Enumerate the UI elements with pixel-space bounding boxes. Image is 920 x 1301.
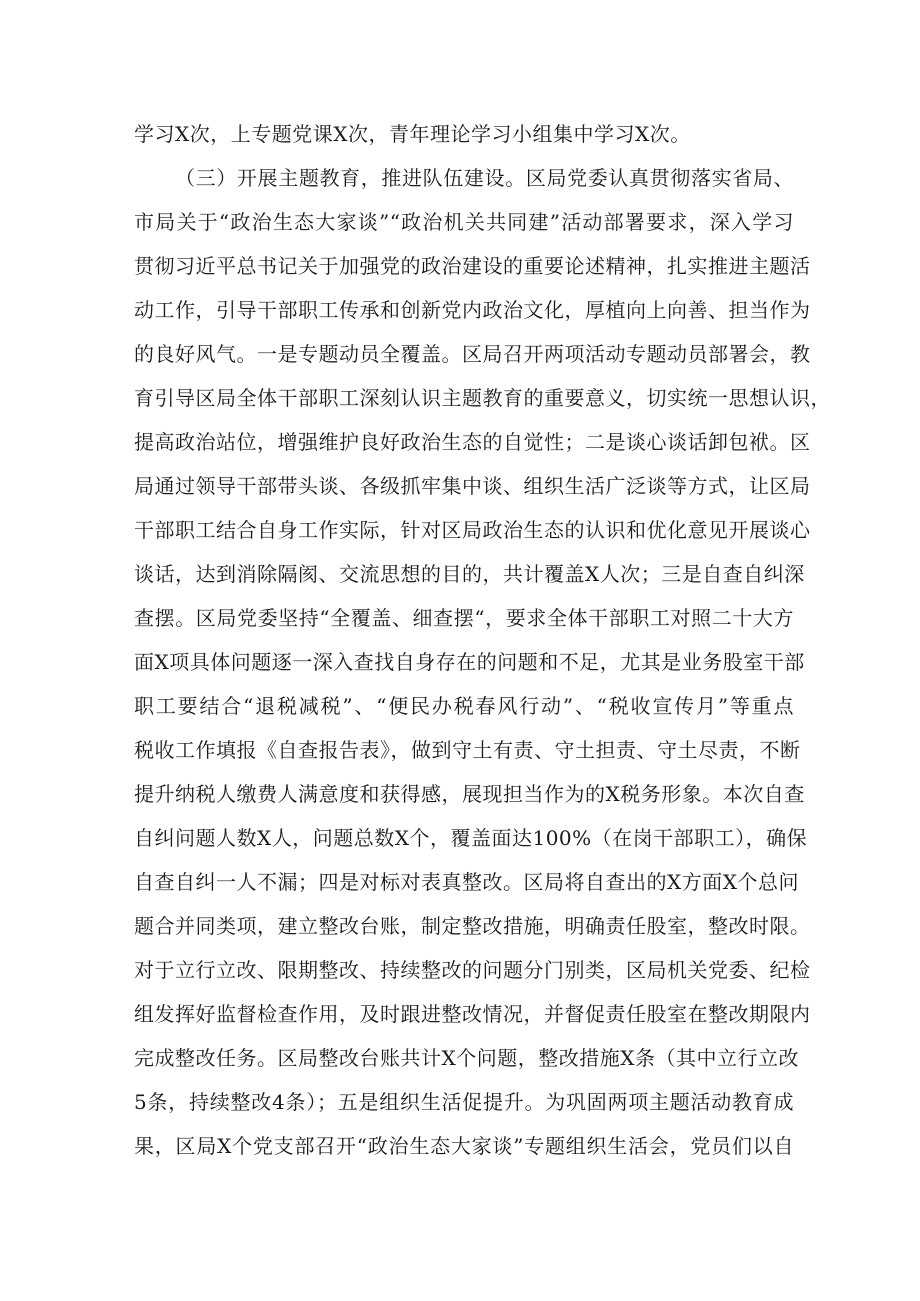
text-line: 谈话，达到消除隔阂、交流思想的目的，共计覆盖X人次；三是自查自纠深 [134, 562, 805, 586]
text-line: 果，区局X个党支部召开“政治生态大家谈”专题组织生活会，党员们以自 [134, 1134, 794, 1158]
text-line: 对于立行立改、限期整改、持续整改的问题分门别类，区局机关党委、纪检 [134, 958, 811, 982]
text-line: 自查自纠一人不漏；四是对标对表真整改。区局将自查出的X方面X个总问 [134, 870, 799, 894]
text-line: 查摆。区局党委坚持“全覆盖、细查摆“，要求全体干部职工对照二十大方 [134, 606, 794, 630]
text-line: （三）开展主题教育，推进队伍建设。区局党委认真贯彻落实省局、 [175, 166, 794, 190]
text-line: 育引导区局全体干部职工深刻认识主题教育的重要意义，切实统一思想认识， [134, 386, 831, 410]
text-line: 市局关于“政治生态大家谈”“政治机关共同建”活动部署要求，深入学习 [134, 210, 794, 234]
text-line: 完成整改任务。区局整改台账共计X个问题，整改措施X条（其中立行立改 [134, 1046, 799, 1070]
text-line: 题合并同类项，建立整改台账，制定整改措施，明确责任股室，整改时限。 [134, 914, 811, 938]
text-line: 组发挥好监督检查作用，及时跟进整改情况，并督促责任股室在整改期限内 [134, 1002, 811, 1026]
text-line: 自纠问题人数X人，问题总数X个，覆盖面达100%（在岗干部职工），确保 [134, 826, 808, 850]
text-line: 局通过领导干部带头谈、各级抓牢集中谈、组织生活广泛谈等方式，让区局 [134, 474, 811, 498]
text-line: 职工要结合“退税减税”、“便民办税春风行动”、“税收宣传月”等重点 [134, 694, 794, 718]
text-line: 的良好风气。一是专题动员全覆盖。区局召开两项活动专题动员部署会，教 [134, 342, 811, 366]
text-line: 贯彻习近平总书记关于加强党的政治建设的重要论述精神，扎实推进主题活 [134, 254, 811, 278]
text-line: 税收工作填报《自查报告表》，做到守土有责、守土担责、守土尽责，不断 [134, 738, 801, 762]
text-line: 提升纳税人缴费人满意度和获得感，展现担当作为的X税务形象。本次自查 [134, 782, 805, 806]
text-line: 5条，持续整改4条）；五是组织生活促提升。为巩固两项主题活动教育成 [134, 1090, 794, 1114]
text-line: 动工作，引导干部职工传承和创新党内政治文化，厚植向上向善、担当作为 [134, 298, 811, 322]
text-line: 干部职工结合自身工作实际，针对区局政治生态的认识和优化意见开展谈心 [134, 518, 811, 542]
text-line: 学习X次，上专题党课X次，青年理论学习小组集中学习X次。 [134, 122, 691, 146]
text-line: 面X项具体问题逐一深入查找自身存在的问题和不足，尤其是业务股室干部 [134, 650, 805, 674]
text-line: 提高政治站位，增强维护良好政治生态的自觉性；二是谈心谈话卸包袱。区 [134, 430, 811, 454]
